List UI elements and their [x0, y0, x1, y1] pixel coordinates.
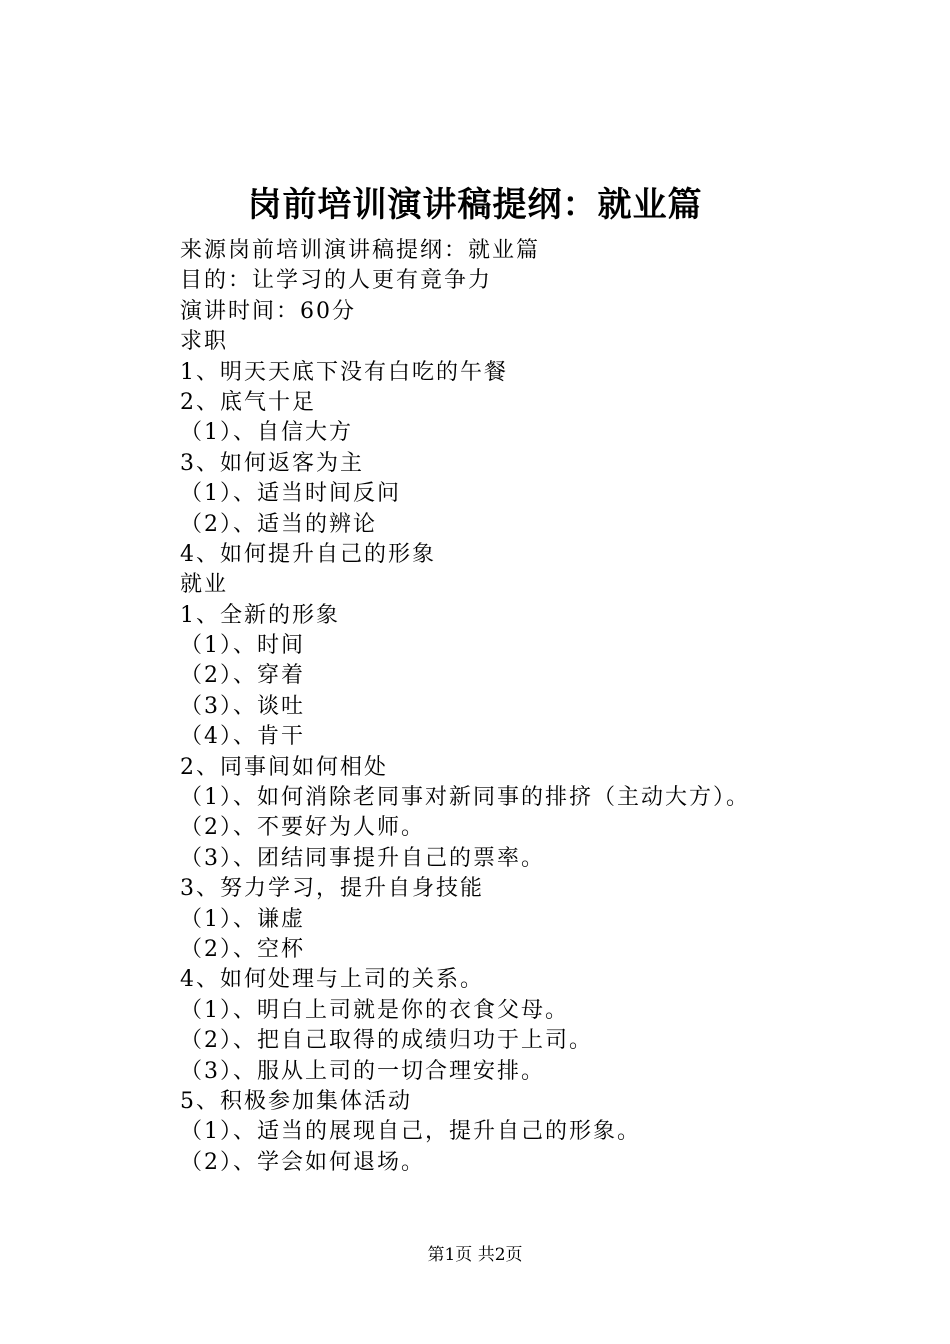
- text-line: （1）、如何消除老同事对新同事的排挤（主动大方）。: [180, 785, 750, 811]
- text-line: （3）、服从上司的一切合理安排。: [180, 1058, 545, 1084]
- text-line: （2）、不要好为人师。: [180, 815, 425, 841]
- text-line: 演讲时间：60分: [180, 298, 356, 324]
- text-line: （1）、明白上司就是你的衣食父母。: [180, 997, 569, 1023]
- text-line: 3、如何返客为主: [180, 450, 364, 476]
- text-line: 2、底气十足: [180, 389, 316, 415]
- page-footer: 第1页 共2页: [427, 1245, 523, 1265]
- text-line: 4、如何处理与上司的关系。: [180, 967, 484, 993]
- text-line: （2）、学会如何退场。: [180, 1149, 425, 1175]
- text-line: （1）、适当时间反问: [180, 481, 401, 507]
- text-line: （2）、把自己取得的成绩归功于上司。: [180, 1028, 593, 1054]
- text-line: （2）、适当的辨论: [180, 511, 377, 537]
- text-line: （1）、时间: [180, 633, 305, 659]
- text-line: 目的：让学习的人更有竟争力: [180, 268, 493, 294]
- text-line: （4）、肯干: [180, 724, 305, 750]
- text-line: 4、如何提升自己的形象: [180, 541, 436, 567]
- text-line: 1、全新的形象: [180, 602, 340, 628]
- text-line: （1）、自信大方: [180, 420, 353, 446]
- text-line: （1）、谦虚: [180, 906, 305, 932]
- section-heading: 就业: [180, 572, 229, 598]
- document-title: 岗前培训演讲稿提纲：就业篇: [247, 185, 703, 225]
- section-heading: 求职: [180, 329, 229, 355]
- text-line: （3）、团结同事提升自己的票率。: [180, 845, 545, 871]
- text-line: 来源岗前培训演讲稿提纲：就业篇: [180, 238, 541, 263]
- text-line: 2、同事间如何相处: [180, 754, 388, 780]
- text-line: 3、努力学习，提升自身技能: [180, 876, 484, 902]
- text-line: 5、积极参加集体活动: [180, 1088, 412, 1114]
- text-line: （2）、空杯: [180, 936, 305, 962]
- text-line: （1）、适当的展现自己，提升自己的形象。: [180, 1119, 641, 1145]
- text-line: （2）、穿着: [180, 663, 305, 689]
- text-line: 1、明天天底下没有白吃的午餐: [180, 359, 508, 385]
- document-body: [180, 236, 880, 1178]
- text-line: （3）、谈吐: [180, 693, 305, 719]
